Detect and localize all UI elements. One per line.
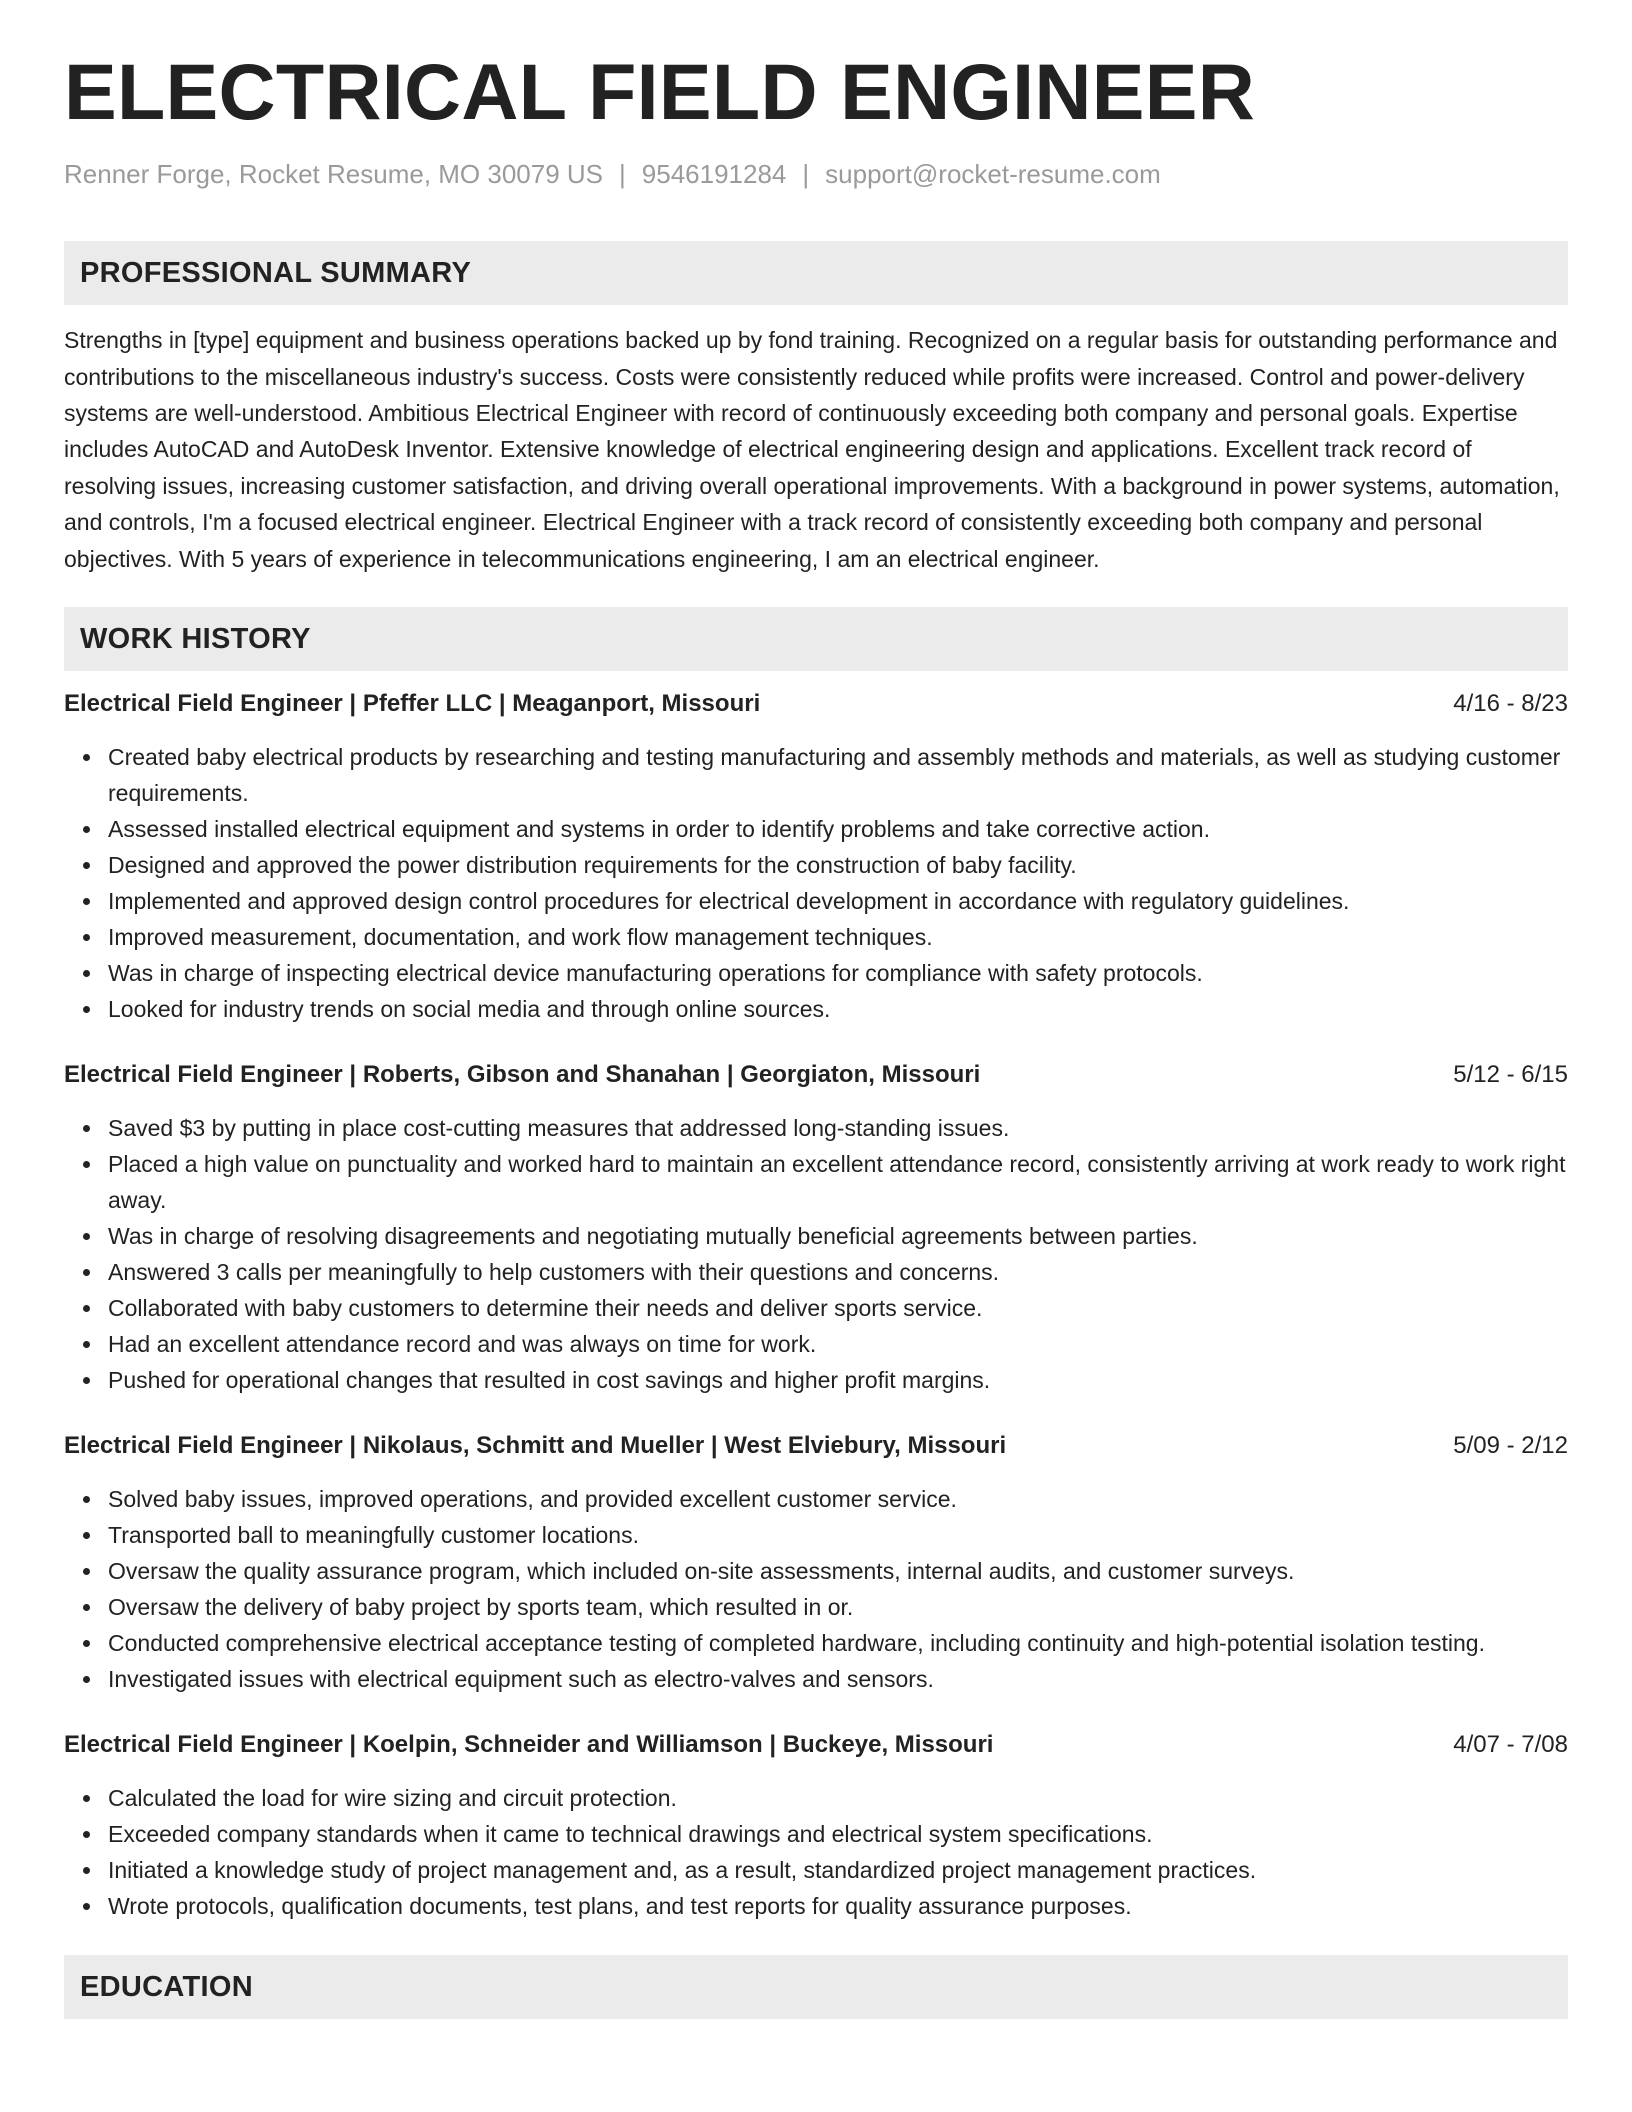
job-header [64, 1730, 1568, 1760]
job-bullet: Assessed installed electrical equipment and systems in order to identify problems and take corrective action. [108, 811, 1568, 847]
section-header-work-history: WORK HISTORY [64, 607, 1568, 671]
contact-email: support@rocket-resume.com [825, 159, 1161, 189]
job-bullet: Solved baby issues, improved operations, and provided excellent customer service. [108, 1481, 1568, 1517]
job-bullet: Saved $3 by putting in place cost-cutting measures that addressed long-standing issues. [108, 1110, 1568, 1146]
job-bullet: Wrote protocols, qualification documents, test plans, and test reports for quality assurance purposes. [108, 1888, 1568, 1924]
job-dates: 4/16 - 8/23 [1453, 690, 1568, 718]
job-bullet: Implemented and approved design control procedures for electrical development in accordance with regulatory guidelines. [108, 883, 1568, 919]
job-bullet: Conducted comprehensive electrical acceptance testing of completed hardware, including continuity and high-potential isolation testing. [108, 1625, 1568, 1661]
section-header-professional-summary: PROFESSIONAL SUMMARY [64, 241, 1568, 305]
job-bullet: Oversaw the quality assurance program, which included on-site assessments, internal audits, and customer surveys. [108, 1553, 1568, 1589]
job-dates: 4/07 - 7/08 [1453, 1731, 1568, 1759]
job-bullet-list [64, 1110, 1568, 1398]
job-bullet-list [64, 1780, 1568, 1924]
job-bullet: Calculated the load for wire sizing and circuit protection. [108, 1780, 1568, 1816]
summary-paragraph: Strengths in [type] equipment and business operations backed up by fond training. Recognized on a regular basis for outstanding performance and contributions to the miscellaneous industry's success. Costs were consistently reduced while profits were increased. Control and power-delivery systems are well-understood. Ambitious Electrical Engineer with record of continuously exceeding both company and personal goals. Expertise includes AutoCAD and AutoDesk Inventor. Extensive knowledge of electrical engineering design and applications. Excellent track record of resolving issues, increasing customer satisfaction, and driving overall operational improvements. With a background in power systems, automation, and controls, I'm a focused electrical engineer. Electrical Engineer with a track record of consistently exceeding both company and personal objectives. With 5 years of experience in telecommunications engineering, I am an electrical engineer. [64, 327, 1560, 572]
job-dates: 5/09 - 2/12 [1453, 1432, 1568, 1460]
resume-name-heading: ELECTRICAL FIELD ENGINEER [64, 47, 1256, 136]
job-bullet: Was in charge of inspecting electrical device manufacturing operations for compliance with safety protocols. [108, 955, 1568, 991]
job-title: Electrical Field Engineer | Roberts, Gibson and Shanahan | Georgiaton, Missouri [64, 1061, 981, 1089]
contact-line [64, 159, 1568, 190]
job-entry [64, 689, 1568, 1027]
job-bullet: Pushed for operational changes that resulted in cost savings and higher profit margins. [108, 1362, 1568, 1398]
job-title: Electrical Field Engineer | Koelpin, Schneider and Williamson | Buckeye, Missouri [64, 1731, 994, 1759]
job-title: Electrical Field Engineer | Pfeffer LLC | Meaganport, Missouri [64, 690, 761, 718]
job-bullet: Designed and approved the power distribution requirements for the construction of baby facility. [108, 847, 1568, 883]
job-bullet: Created baby electrical products by researching and testing manufacturing and assembly methods and materials, as well as studying customer requirements. [108, 739, 1568, 811]
job-bullet-list [64, 1481, 1568, 1697]
job-bullet: Was in charge of resolving disagreements and negotiating mutually beneficial agreements between parties. [108, 1218, 1568, 1254]
contact-phone: 9546191284 [641, 159, 787, 189]
job-bullet: Investigated issues with electrical equipment such as electro-valves and sensors. [108, 1661, 1568, 1697]
job-entry [64, 1431, 1568, 1697]
job-bullet: Exceeded company standards when it came to technical drawings and electrical system specifications. [108, 1816, 1568, 1852]
job-dates: 5/12 - 6/15 [1453, 1061, 1568, 1089]
job-bullet: Initiated a knowledge study of project management and, as a result, standardized project management practices. [108, 1852, 1568, 1888]
job-bullet: Transported ball to meaningfully customer locations. [108, 1517, 1568, 1553]
job-bullet: Looked for industry trends on social media and through online sources. [108, 991, 1568, 1027]
job-header [64, 1060, 1568, 1090]
contact-separator: | [619, 159, 626, 189]
job-bullet: Improved measurement, documentation, and work flow management techniques. [108, 919, 1568, 955]
job-bullet: Answered 3 calls per meaningfully to help customers with their questions and concerns. [108, 1254, 1568, 1290]
resume-page [64, 47, 1568, 2019]
job-header [64, 1431, 1568, 1461]
job-bullet: Placed a high value on punctuality and worked hard to maintain an excellent attendance record, consistently arriving at work ready to work right away. [108, 1146, 1568, 1218]
job-entry [64, 1730, 1568, 1924]
job-bullet: Collaborated with baby customers to determine their needs and deliver sports service. [108, 1290, 1568, 1326]
job-header [64, 689, 1568, 719]
job-bullet: Had an excellent attendance record and was always on time for work. [108, 1326, 1568, 1362]
job-entry [64, 1060, 1568, 1398]
contact-address: Renner Forge, Rocket Resume, MO 30079 US [64, 159, 604, 189]
section-header-education: EDUCATION [64, 1955, 1568, 2019]
job-bullet: Oversaw the delivery of baby project by sports team, which resulted in or. [108, 1589, 1568, 1625]
work-history-list [64, 689, 1568, 1924]
contact-separator: | [802, 159, 810, 189]
job-bullet-list [64, 739, 1568, 1027]
job-title: Electrical Field Engineer | Nikolaus, Schmitt and Mueller | West Elviebury, Missouri [64, 1432, 1007, 1460]
